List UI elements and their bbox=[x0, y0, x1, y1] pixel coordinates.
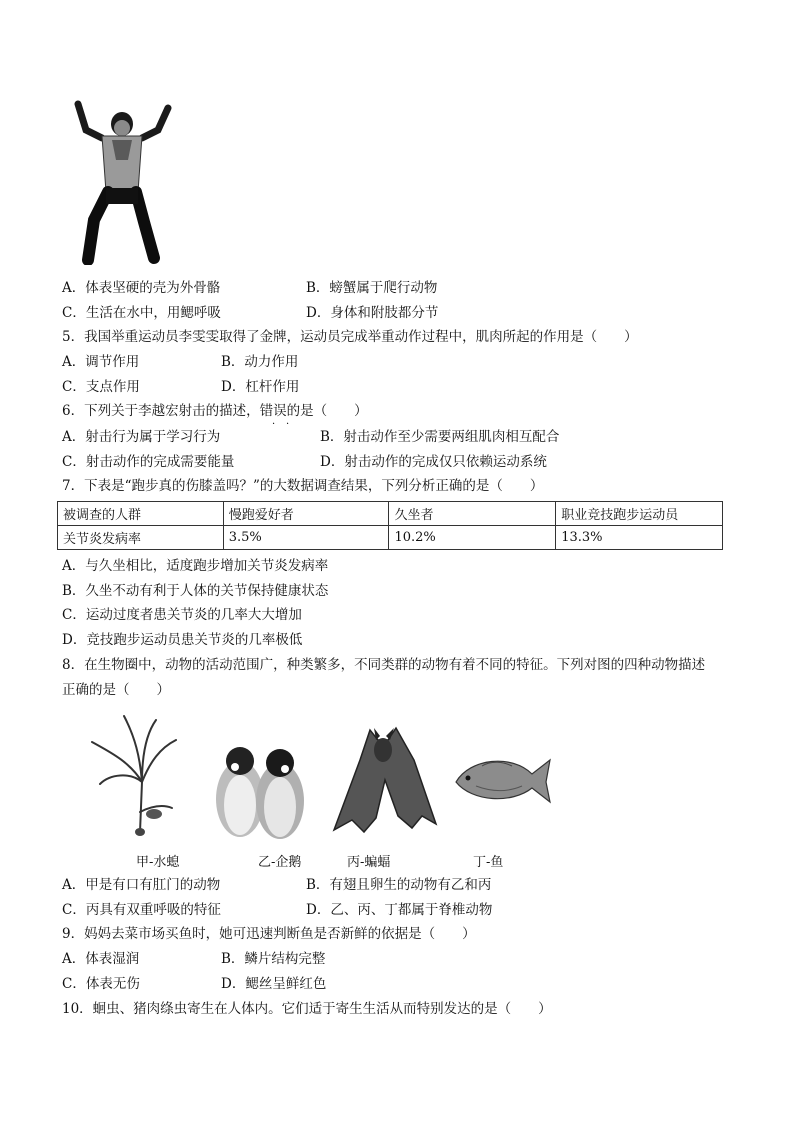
survey-table bbox=[57, 501, 723, 550]
caption-penguin: 乙-企鹅 bbox=[258, 855, 302, 870]
q5-stem: 5．我国举重运动员李雯雯取得了金牌，运动员完成举重动作过程中，肌肉所起的作用是（ ） bbox=[62, 329, 638, 345]
table-cell: 久坐者 bbox=[389, 502, 556, 526]
q7-stem: 7．下表是“跑步真的伤膝盖吗？”的大数据调查结果，下列分析正确的是（ ） bbox=[62, 478, 544, 494]
bat-image bbox=[330, 720, 440, 842]
q8-option-a: A．甲是有口有肛门的动物 bbox=[62, 877, 221, 893]
fish-image bbox=[452, 748, 552, 808]
q7-option-c: C．运动过度者患关节炎的几率大大增加 bbox=[62, 607, 302, 623]
q5-option-a: A．调节作用 bbox=[62, 354, 140, 370]
q9-stem: 9．妈妈去菜市场买鱼时，她可迅速判断鱼是否新鲜的依据是（ ） bbox=[62, 926, 476, 942]
caption-hydra: 甲-水螅 bbox=[136, 855, 180, 870]
q9-option-d: D．鳃丝呈鲜红色 bbox=[221, 976, 327, 992]
q5-option-b: B．动力作用 bbox=[221, 354, 299, 370]
q9-option-b: B．鳞片结构完整 bbox=[221, 951, 326, 967]
table-cell: 关节炎发病率 bbox=[58, 526, 224, 550]
q9-option-a: A．体表湿润 bbox=[62, 951, 140, 967]
q6-option-d: D．射击动作的完成仅只依赖运动系统 bbox=[320, 454, 547, 470]
q4-option-a: A．体表坚硬的壳为外骨骼 bbox=[62, 280, 221, 296]
emphasis-dot: · bbox=[286, 419, 290, 430]
q5-option-c: C．支点作用 bbox=[62, 379, 140, 395]
table-cell: 被调查的人群 bbox=[58, 502, 224, 526]
table-cell: 13.3% bbox=[556, 526, 723, 550]
jumping-person-photo bbox=[68, 100, 178, 265]
table-row bbox=[58, 526, 723, 550]
table-cell: 职业竞技跑步运动员 bbox=[556, 502, 723, 526]
q4-option-b: B．螃蟹属于爬行动物 bbox=[306, 280, 438, 296]
q6-option-a: A．射击行为属于学习行为 bbox=[62, 429, 221, 445]
q5-option-d: D．杠杆作用 bbox=[221, 379, 300, 395]
q7-option-a: A．与久坐相比，适度跑步增加关节炎发病率 bbox=[62, 558, 329, 574]
table-cell: 慢跑爱好者 bbox=[223, 502, 389, 526]
q7-option-b: B．久坐不动有利于人体的关节保持健康状态 bbox=[62, 583, 329, 599]
table-header-row bbox=[58, 502, 723, 526]
q6-option-c: C．射击动作的完成需要能量 bbox=[62, 454, 235, 470]
q6-stem: 6．下列关于李越宏射击的描述，错误的是（ ） bbox=[62, 403, 368, 419]
caption-bat: 丙-蝙蝠 bbox=[347, 855, 391, 870]
q8-option-d: D．乙、丙、丁都属于脊椎动物 bbox=[306, 902, 493, 918]
q7-option-d: D．竞技跑步运动员患关节炎的几率极低 bbox=[62, 632, 303, 648]
q4-option-d: D．身体和附肢都分节 bbox=[306, 305, 439, 321]
q6-option-b: B．射击动作至少需要两组肌肉相互配合 bbox=[320, 429, 560, 445]
q9-option-c: C．体表无伤 bbox=[62, 976, 140, 992]
q4-option-c: C．生活在水中，用鳃呼吸 bbox=[62, 305, 221, 321]
emphasis-dot: · bbox=[272, 419, 276, 430]
penguins-image bbox=[205, 737, 310, 842]
q10-stem: 10．蛔虫、猪肉绦虫寄生在人体内。它们适于寄生生活从而特别发达的是（ ） bbox=[62, 1001, 552, 1017]
q8-stem-line2: 正确的是（ ） bbox=[62, 682, 170, 698]
q8-option-b: B．有翅且卵生的动物有乙和丙 bbox=[306, 877, 492, 893]
caption-fish: 丁-鱼 bbox=[473, 855, 504, 870]
table-cell: 10.2% bbox=[389, 526, 556, 550]
hydra-image bbox=[80, 712, 190, 840]
table-cell: 3.5% bbox=[223, 526, 389, 550]
q8-option-c: C．丙具有双重呼吸的特征 bbox=[62, 902, 221, 918]
q8-stem-line1: 8．在生物圈中，动物的活动范围广，种类繁多，不同类群的动物有着不同的特征。下列对图的四种动物描述 bbox=[62, 657, 706, 673]
